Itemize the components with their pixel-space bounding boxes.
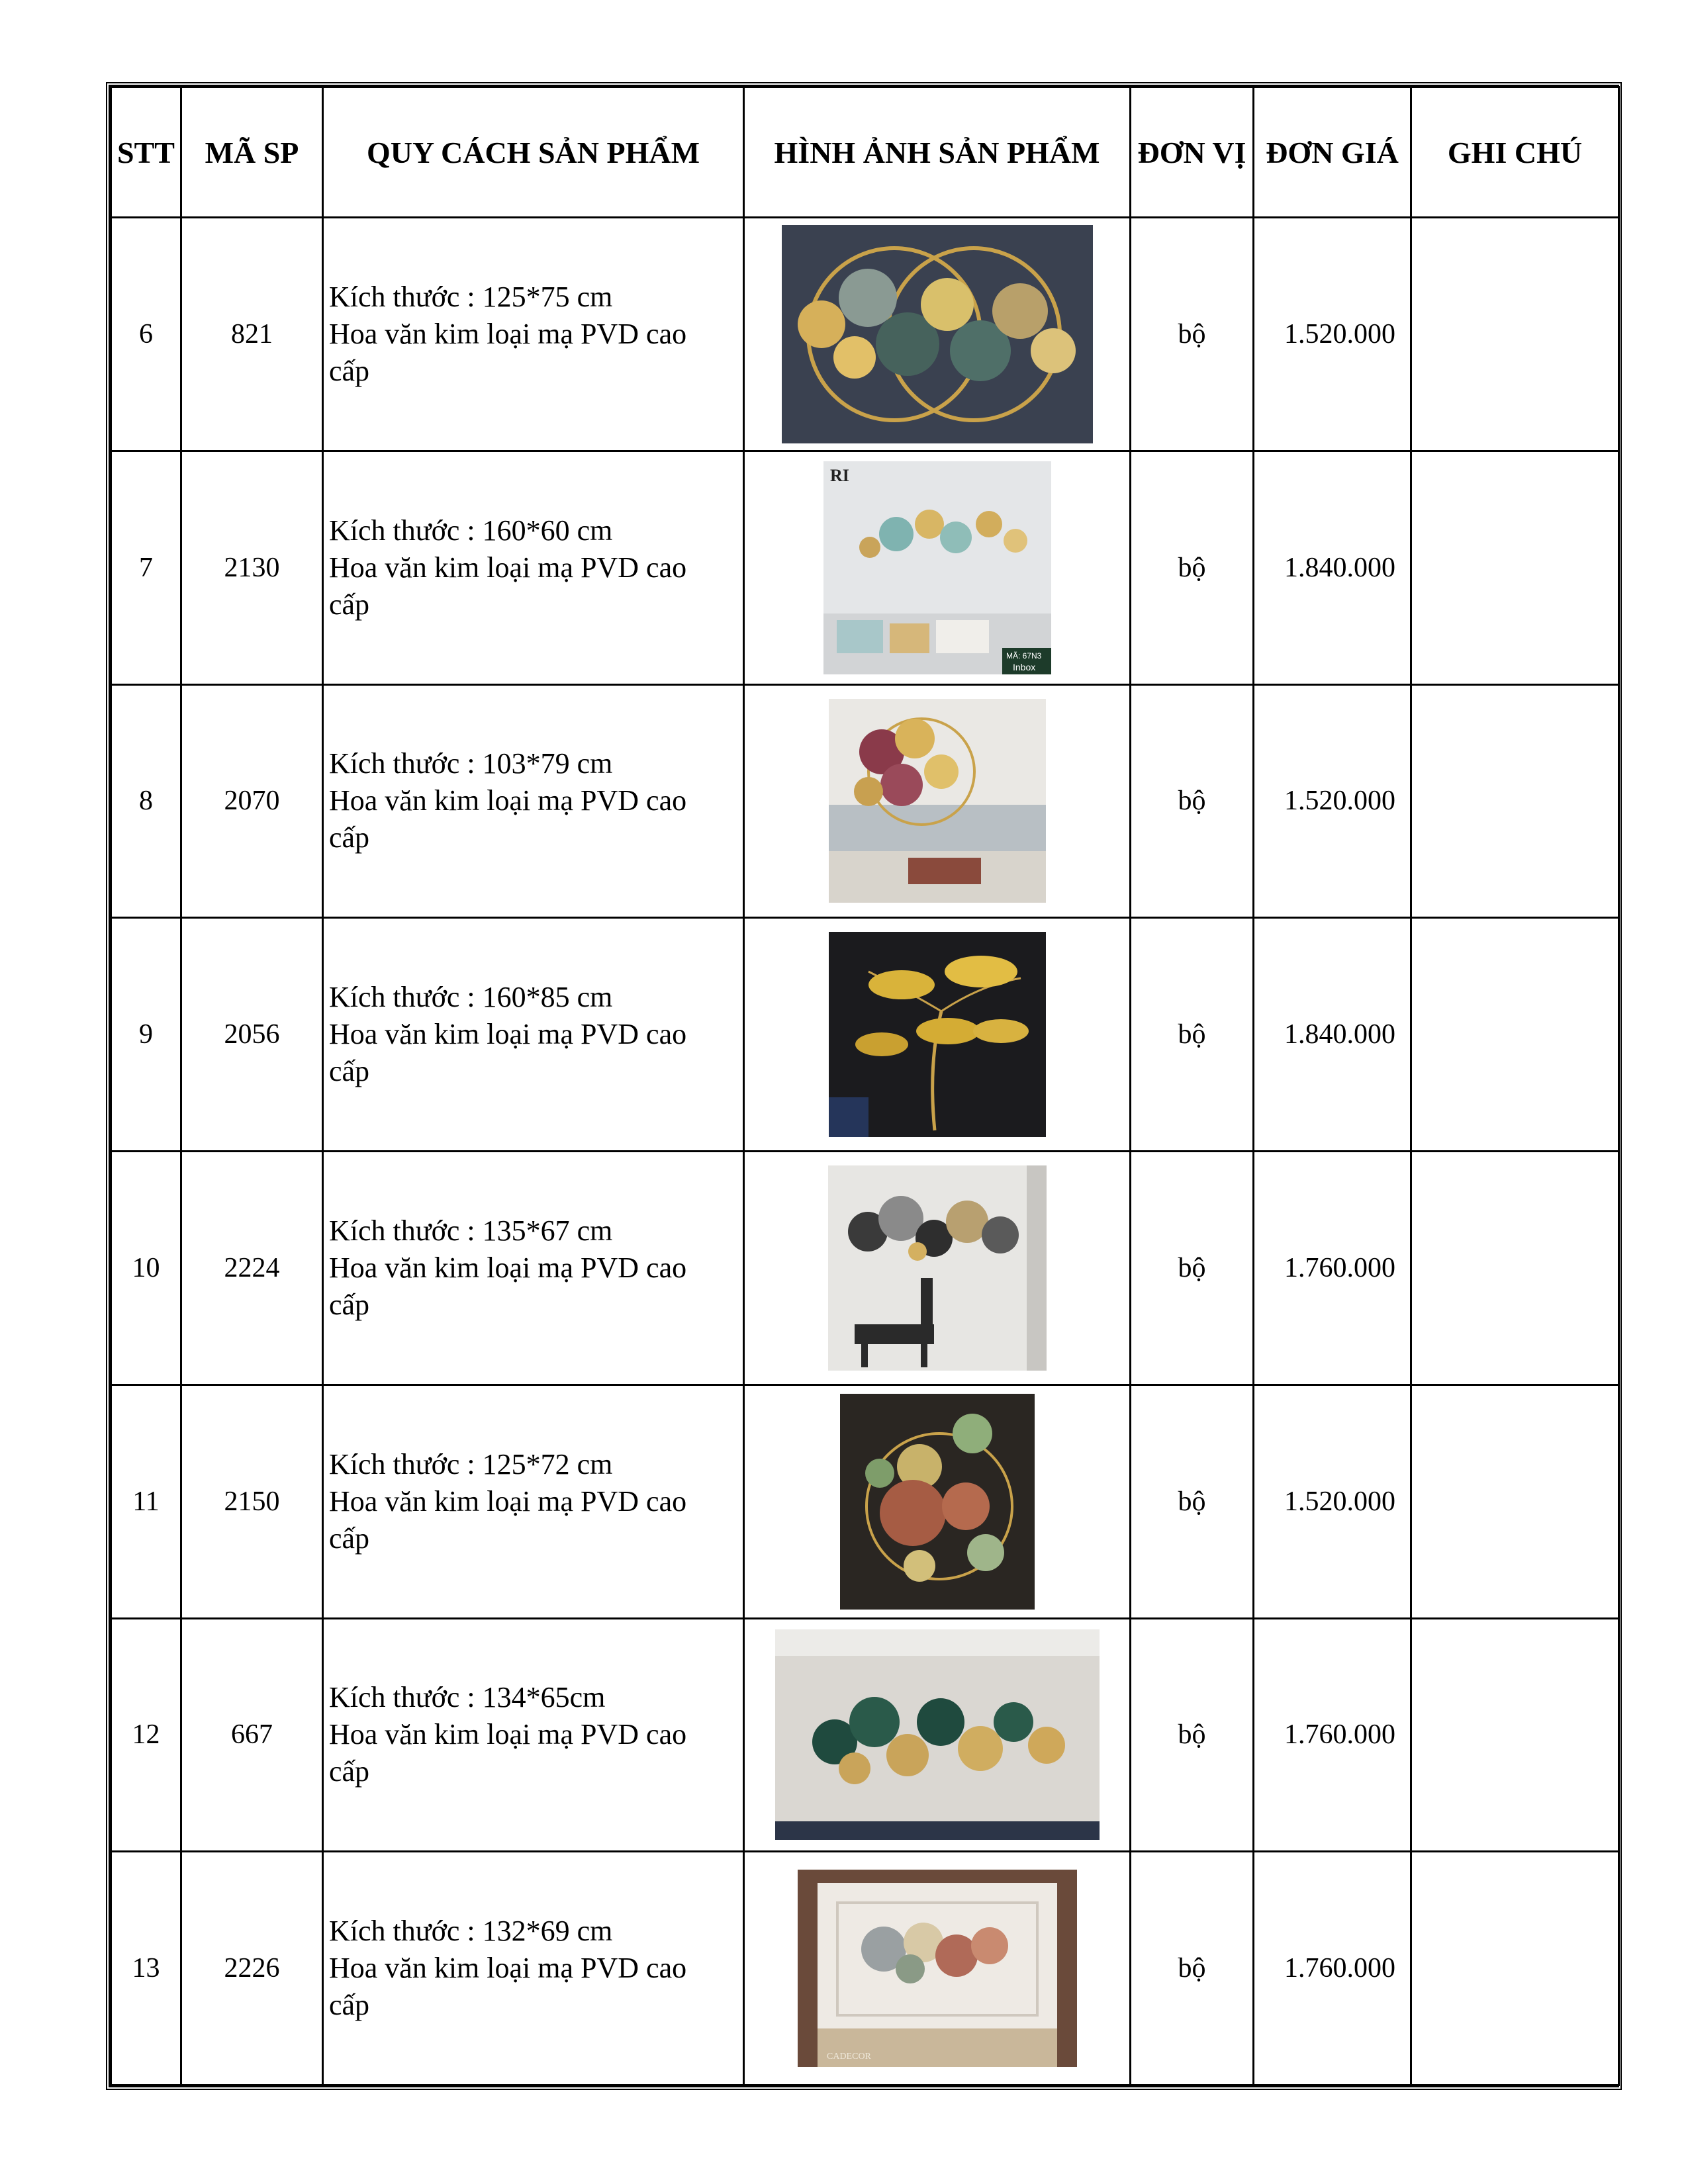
product-photo: [828, 1165, 1047, 1371]
row-note: [1411, 918, 1619, 1152]
row-code: 2226: [181, 1852, 323, 2085]
header-image: HÌNH ẢNH SẢN PHẨM: [744, 87, 1131, 218]
spec-desc: Hoa văn kim loại mạ PVD cao: [329, 1018, 687, 1051]
row-price: 1.760.000: [1254, 1852, 1411, 2085]
product-photo: [829, 699, 1046, 903]
table-row: [111, 1152, 1619, 1385]
row-image: [744, 451, 1131, 684]
row-spec: [323, 451, 744, 684]
spec-desc: Hoa văn kim loại mạ PVD cao: [329, 784, 687, 817]
row-image: [744, 1152, 1131, 1385]
row-spec: [323, 1385, 744, 1618]
product-photo: [829, 932, 1046, 1137]
row-code: 2070: [181, 684, 323, 918]
row-unit: bộ: [1131, 218, 1254, 451]
row-spec: [323, 918, 744, 1152]
row-stt: 10: [111, 1152, 181, 1385]
tag-code-text: MÃ: 67N3: [1006, 651, 1041, 660]
product-photo: [798, 1870, 1077, 2067]
row-price: 1.760.000: [1254, 1618, 1411, 1852]
row-price: 1.840.000: [1254, 451, 1411, 684]
row-note: [1411, 1618, 1619, 1852]
spec-size: Kích thước : 160*60 cm: [329, 514, 613, 547]
row-image: [744, 1852, 1131, 2085]
table-row: [111, 684, 1619, 918]
row-spec: [323, 1852, 744, 2085]
spec-desc: Hoa văn kim loại mạ PVD cao: [329, 1484, 687, 1518]
row-unit: bộ: [1131, 451, 1254, 684]
spec-size: Kích thước : 134*65cm: [329, 1681, 606, 1714]
row-spec: [323, 684, 744, 918]
row-image: [744, 1618, 1131, 1852]
table-row: [111, 218, 1619, 451]
table-row: [111, 1852, 1619, 2085]
row-unit: bộ: [1131, 1152, 1254, 1385]
row-unit: bộ: [1131, 1618, 1254, 1852]
spec-desc-cont: cấp: [329, 821, 370, 854]
row-stt: 8: [111, 684, 181, 918]
header-price: ĐƠN GIÁ: [1254, 87, 1411, 218]
cadecor-watermark: CADECOR: [826, 2052, 871, 2062]
spec-size: Kích thước : 103*79 cm: [329, 747, 613, 780]
spec-desc-cont: cấp: [329, 1522, 370, 1555]
spec-desc: Hoa văn kim loại mạ PVD cao: [329, 1952, 687, 1985]
row-code: 821: [181, 218, 323, 451]
header-row: [111, 87, 1619, 218]
spec-desc-cont: cấp: [329, 588, 370, 621]
row-unit: bộ: [1131, 1385, 1254, 1618]
product-photo: [775, 1629, 1100, 1840]
tag-inbox-text: Inbox: [1012, 661, 1035, 672]
row-code: 667: [181, 1618, 323, 1852]
product-photo: [840, 1394, 1035, 1610]
row-note: [1411, 1152, 1619, 1385]
spec-desc-cont: cấp: [329, 354, 370, 387]
spec-desc-cont: cấp: [329, 1755, 370, 1788]
row-spec: [323, 218, 744, 451]
row-unit: bộ: [1131, 918, 1254, 1152]
row-spec: [323, 1152, 744, 1385]
header-stt: STT: [111, 87, 181, 218]
row-spec: [323, 1618, 744, 1852]
row-note: [1411, 1852, 1619, 2085]
spec-desc-cont: cấp: [329, 1989, 370, 2022]
product-photo: [823, 461, 1051, 674]
spec-desc-cont: cấp: [329, 1055, 370, 1088]
header-spec: QUY CÁCH SẢN PHẨM: [323, 87, 744, 218]
row-note: [1411, 1385, 1619, 1618]
row-code: 2056: [181, 918, 323, 1152]
header-code: MÃ SP: [181, 87, 323, 218]
row-image: [744, 1385, 1131, 1618]
row-stt: 12: [111, 1618, 181, 1852]
spec-size: Kích thước : 160*85 cm: [329, 981, 613, 1014]
table-row: [111, 918, 1619, 1152]
row-price: 1.520.000: [1254, 1385, 1411, 1618]
table-row: [111, 1385, 1619, 1618]
spec-desc-cont: cấp: [329, 1288, 370, 1321]
row-price: 1.520.000: [1254, 218, 1411, 451]
row-price: 1.760.000: [1254, 1152, 1411, 1385]
row-image: [744, 918, 1131, 1152]
spec-size: Kích thước : 125*72 cm: [329, 1447, 613, 1480]
row-stt: 6: [111, 218, 181, 451]
spec-size: Kích thước : 135*67 cm: [329, 1214, 613, 1247]
ri-logo-text: RI: [829, 465, 849, 485]
spec-desc: Hoa văn kim loại mạ PVD cao: [329, 551, 687, 584]
row-code: 2130: [181, 451, 323, 684]
row-note: [1411, 684, 1619, 918]
spec-desc: Hoa văn kim loại mạ PVD cao: [329, 317, 687, 350]
header-unit: ĐƠN VỊ: [1131, 87, 1254, 218]
row-image: [744, 218, 1131, 451]
row-stt: 11: [111, 1385, 181, 1618]
row-code: 2224: [181, 1152, 323, 1385]
header-note: GHI CHÚ: [1411, 87, 1619, 218]
row-stt: 7: [111, 451, 181, 684]
table-row: [111, 451, 1619, 684]
price-table: [106, 82, 1622, 2090]
table-row: [111, 1618, 1619, 1852]
row-price: 1.520.000: [1254, 684, 1411, 918]
spec-size: Kích thước : 125*75 cm: [329, 280, 613, 313]
spec-desc: Hoa văn kim loại mạ PVD cao: [329, 1251, 687, 1284]
row-stt: 9: [111, 918, 181, 1152]
row-image: [744, 684, 1131, 918]
spec-desc: Hoa văn kim loại mạ PVD cao: [329, 1718, 687, 1751]
row-unit: bộ: [1131, 684, 1254, 918]
row-price: 1.840.000: [1254, 918, 1411, 1152]
row-unit: bộ: [1131, 1852, 1254, 2085]
spec-size: Kích thước : 132*69 cm: [329, 1915, 613, 1948]
product-photo: [782, 225, 1093, 443]
row-stt: 13: [111, 1852, 181, 2085]
row-note: [1411, 218, 1619, 451]
row-note: [1411, 451, 1619, 684]
row-code: 2150: [181, 1385, 323, 1618]
